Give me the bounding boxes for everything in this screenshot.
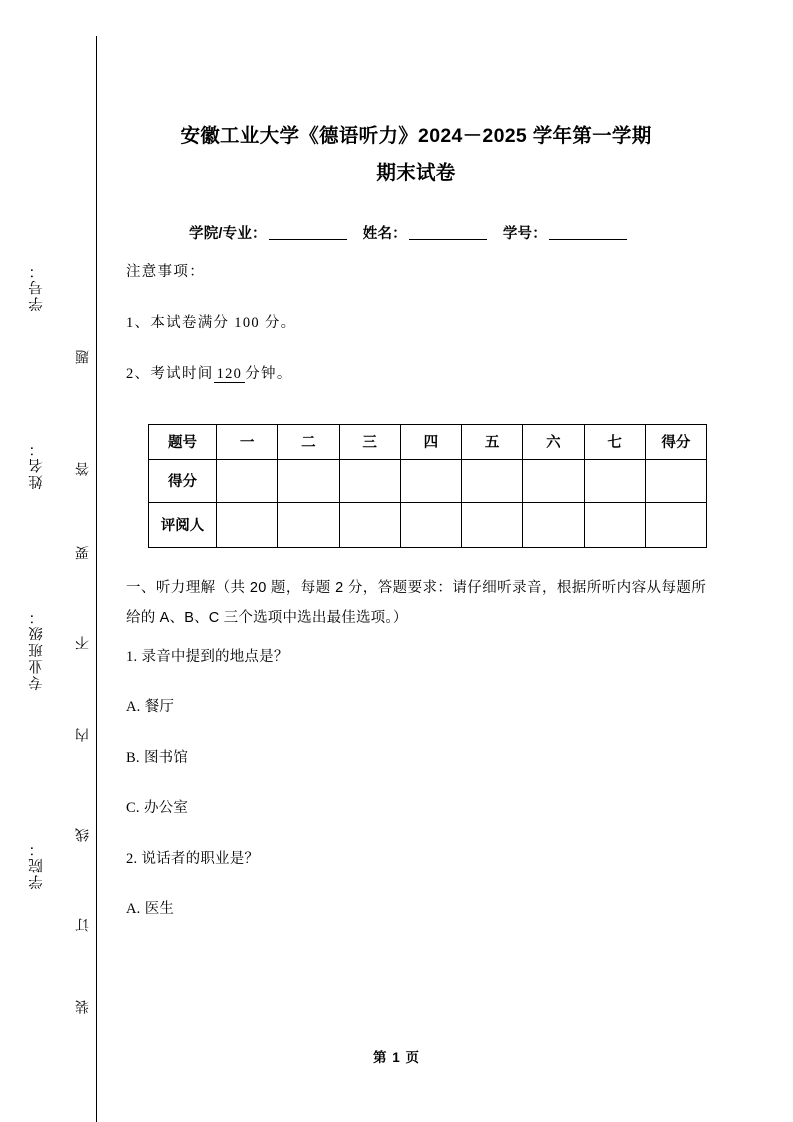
binding-char-xian [74,828,94,842]
binding-label-name [26,440,48,490]
score-table-cell: 一 [217,424,278,459]
binding-char-zhuang-text: 装 [76,1000,91,1014]
question-list [126,633,706,917]
binding-char-da [74,462,94,476]
score-table-row-label: 得分 [149,459,217,502]
question-2-stem [126,852,706,867]
college-major-blank[interactable] [269,239,347,240]
notes-heading: 注意事项： [126,264,205,280]
score-table-cell: 六 [523,424,584,459]
question-1-stem [126,650,706,665]
binding-label-college [26,840,48,890]
binding-label-college-text: 学院： [28,840,45,890]
question-2-option-a[interactable] [126,902,706,917]
question-2-number: 2. [126,850,138,867]
score-table-container [126,420,706,548]
exam-duration-value: 120 [214,367,246,383]
college-major-field [189,226,357,242]
score-table-cell[interactable] [584,459,645,502]
name-field [363,226,497,242]
binding-char-ding-text: 订 [76,918,91,932]
note-item-2 [126,367,706,383]
question-2-option-a-text: 医生 [144,901,175,917]
name-blank[interactable] [409,239,487,240]
score-table-cell[interactable] [645,502,706,547]
score-table-cell[interactable] [278,502,339,547]
binding-label-student-id [26,262,48,312]
question-1-option-c-letter: C. [126,800,140,816]
student-id-blank[interactable] [549,239,627,240]
score-table-cell[interactable] [523,459,584,502]
binding-char-ti-text: 题 [76,350,91,364]
score-table-cell[interactable] [462,459,523,502]
score-table-cell[interactable] [523,502,584,547]
score-table-cell: 三 [339,424,400,459]
section-heading-listening: 一、听力理解（共 20 题，每题 2 分，答题要求：请仔细听录音，根据所听内容从每题所给的 A、B、C 三个选项中选出最佳选项。） [126,579,706,626]
binding-char-bu-text: 不 [76,636,91,650]
question-1-text: 录音中提到的地点是？ [141,648,289,665]
binding-char-da-text: 答 [76,462,91,476]
table-row [149,502,707,547]
page-footer [0,1046,793,1066]
question-1-option-b[interactable] [126,751,706,766]
binding-char-yao [74,546,94,560]
student-info-line [126,192,706,243]
page-number-label: 第 1 页 [372,1050,420,1065]
binding-label-class [26,608,48,691]
binding-char-nei [74,728,94,742]
college-major-label: 学院/专业： [189,226,267,242]
question-2-option-a-letter: A. [126,901,141,917]
question-1-option-a-text: 餐厅 [144,699,175,715]
question-1-option-b-text: 图书馆 [143,749,189,766]
page-title-line-1: 安徽工业大学《德语听力》2024－2025 学年第一学期 [180,125,652,147]
binding-char-xian-text: 线 [76,828,91,842]
score-table-cell[interactable] [339,502,400,547]
score-table-cell: 四 [400,424,461,459]
question-1-option-a[interactable] [126,700,706,715]
score-table-cell[interactable] [584,502,645,547]
binding-char-yao-text: 要 [76,546,91,560]
question-1-option-b-letter: B. [126,749,140,766]
score-table-cell: 七 [584,424,645,459]
question-1-option-a-letter: A. [126,699,141,715]
main-content [126,0,706,1122]
score-table-cell: 二 [278,424,339,459]
student-id-field [503,226,637,242]
score-table-row-label: 评阅人 [149,502,217,547]
page-title [126,0,706,192]
table-row [149,424,707,459]
question-1-option-c[interactable] [126,801,706,816]
note-item-2-prefix: 2、考试时间 [126,366,214,382]
notes-section [126,243,706,383]
binding-char-bu [74,636,94,650]
question-1-number: 1. [126,648,138,665]
score-table-cell[interactable] [400,459,461,502]
score-table-cell[interactable] [339,459,400,502]
binding-label-class-text: 专业班级： [28,608,45,691]
score-table-cell[interactable] [400,502,461,547]
name-label: 姓名： [362,226,407,242]
score-table-cell: 得分 [645,424,706,459]
score-table-cell[interactable] [217,502,278,547]
score-table-cell[interactable] [278,459,339,502]
score-table-cell: 五 [462,424,523,459]
binding-label-student-id-text: 学号： [28,262,45,312]
binding-char-zhuang [74,1000,94,1014]
binding-label-name-text: 姓名： [28,440,45,490]
score-table-cell[interactable] [645,459,706,502]
score-table [148,424,707,548]
binding-char-ti [74,350,94,364]
note-item-2-suffix: 分钟。 [245,366,293,382]
page-title-line-2: 期末试卷 [376,162,456,184]
table-row [149,459,707,502]
score-table-cell[interactable] [462,502,523,547]
question-2-text: 说话者的职业是？ [141,850,260,867]
student-id-label: 学号： [502,226,547,242]
note-item-1: 1、本试卷满分 100 分。 [126,314,297,331]
binding-line-divider [96,36,97,1122]
question-1-option-c-text: 办公室 [143,800,189,816]
score-table-row-label: 题号 [149,424,217,459]
binding-char-ding [74,918,94,932]
score-table-cell[interactable] [217,459,278,502]
binding-char-nei-text: 内 [76,728,91,742]
